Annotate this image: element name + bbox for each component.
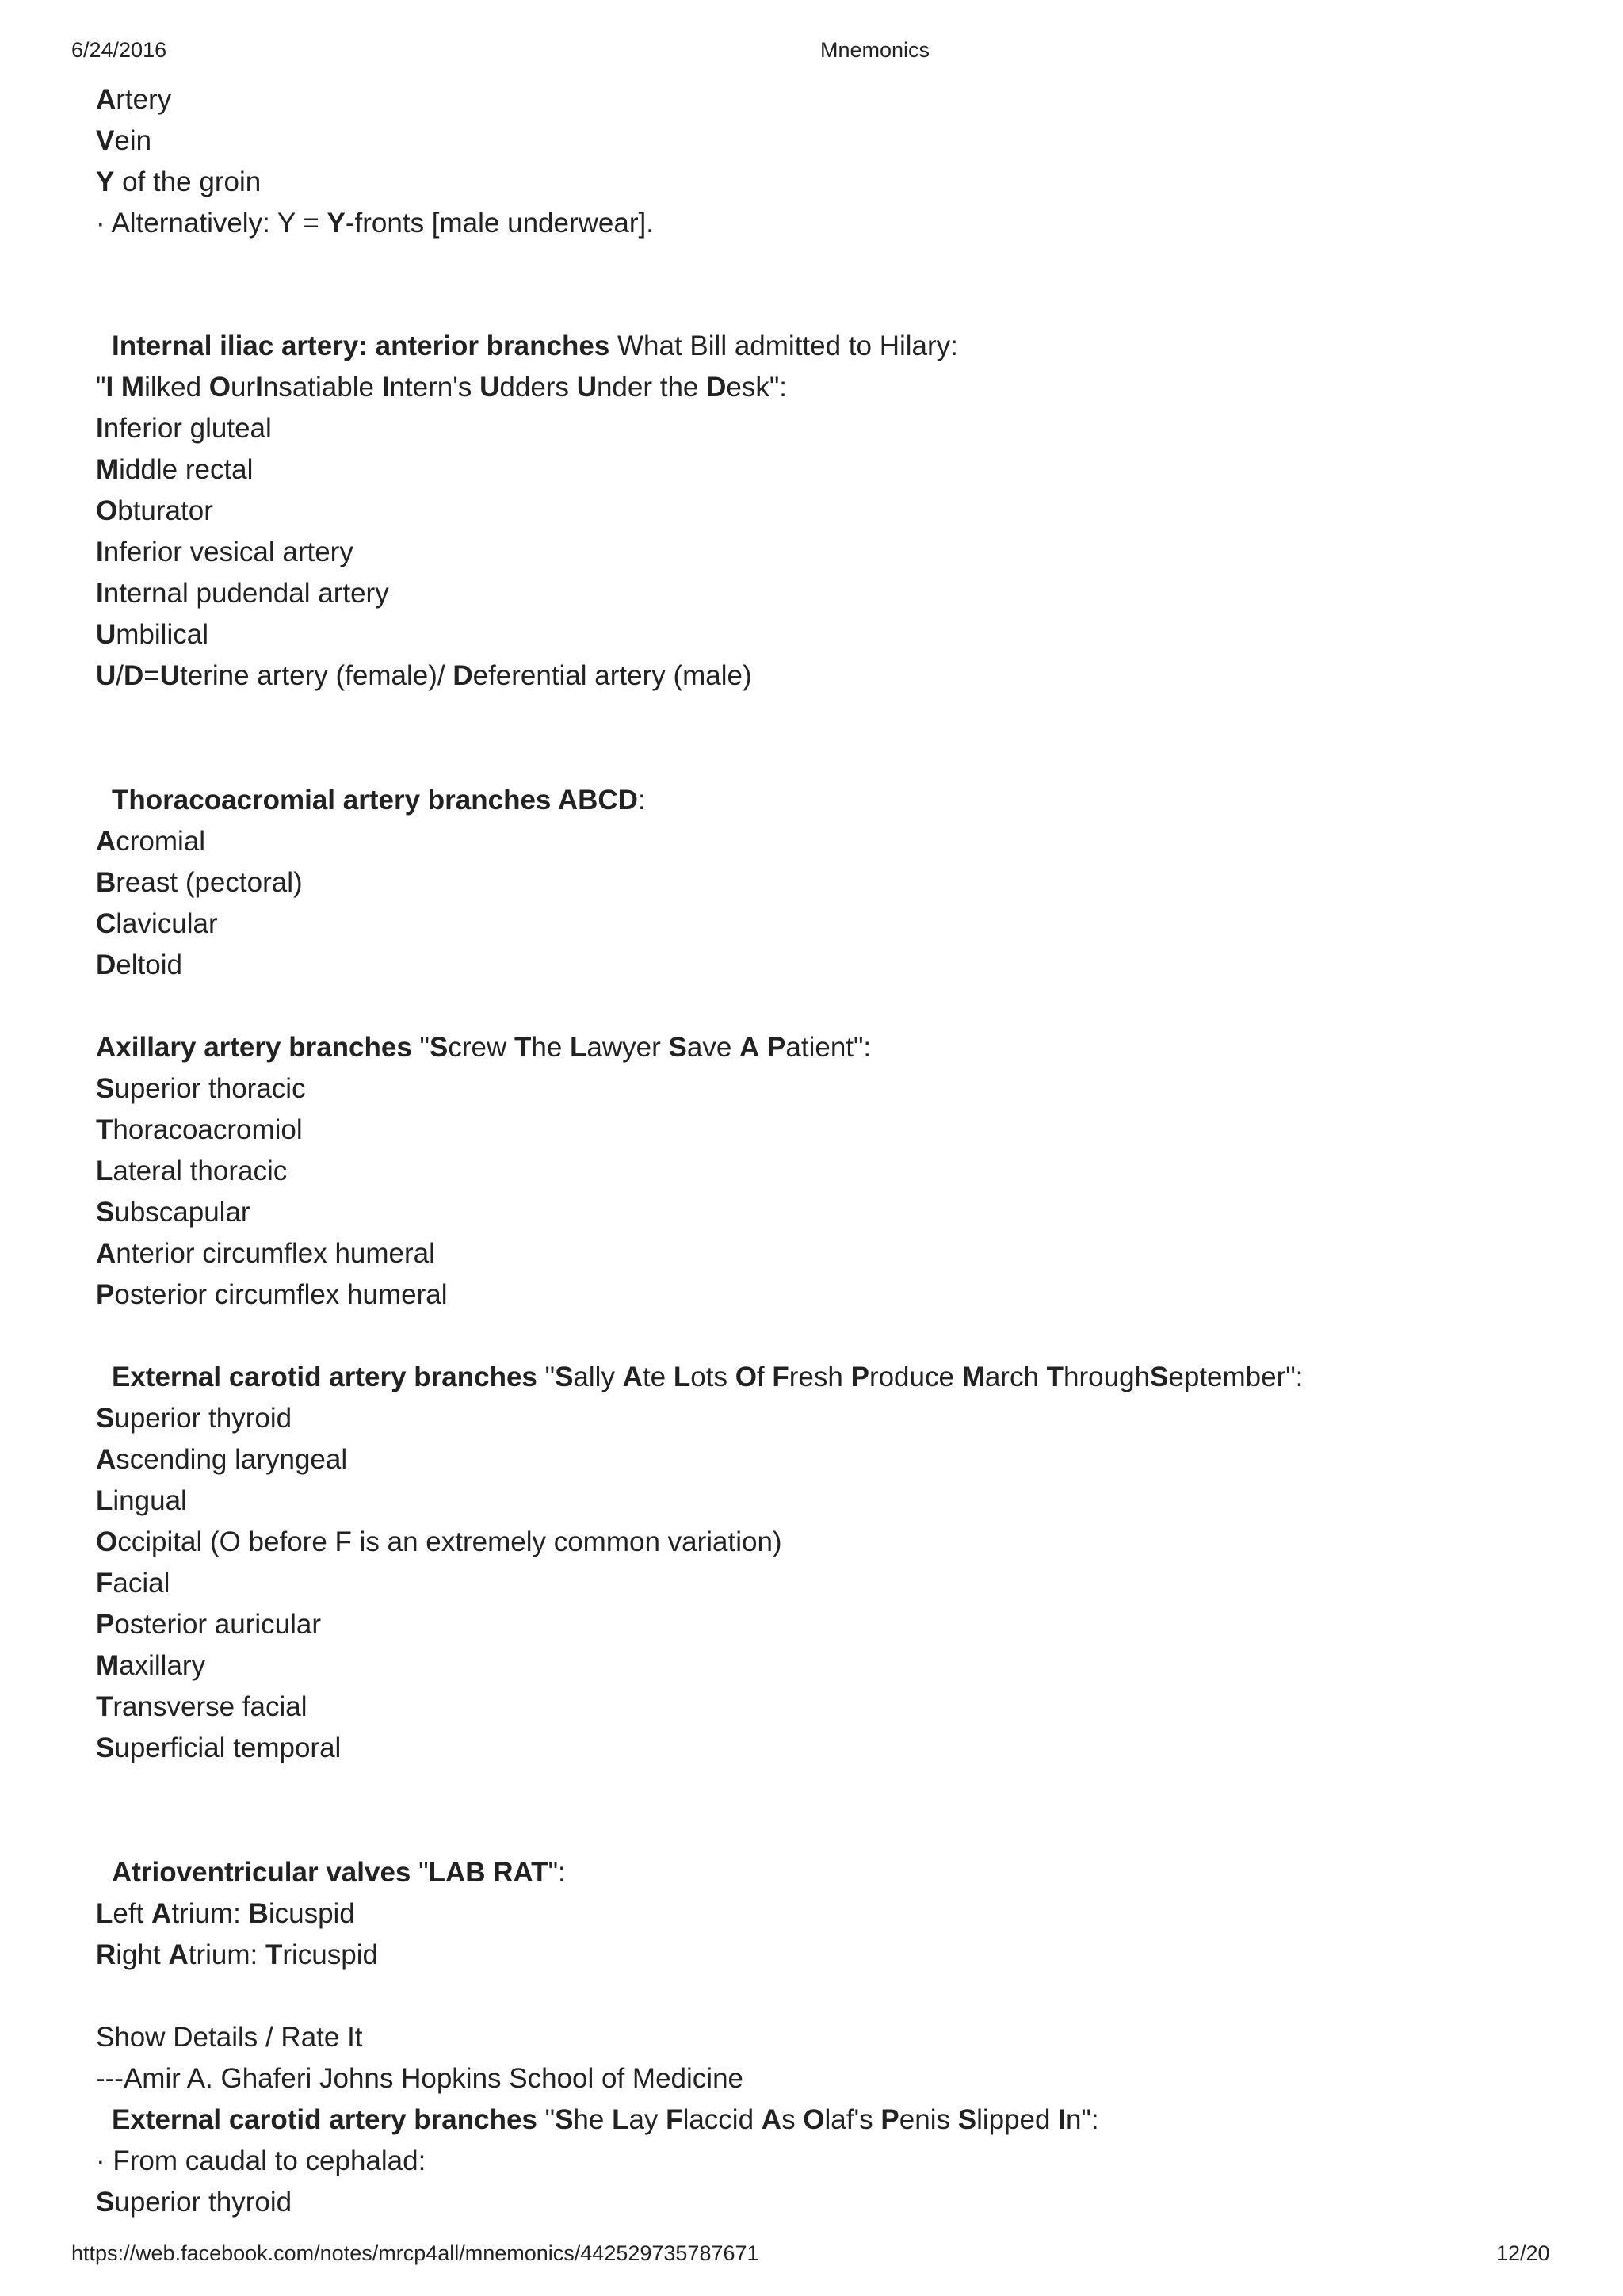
text-segment: ntern's [389,372,480,403]
bold-text: D [706,372,727,403]
bold-text: M [961,1362,985,1392]
line-lingual [96,1480,1554,1522]
bold-text: P [880,2104,899,2135]
line-facial [96,1563,1554,1604]
bold-text: T [96,1114,113,1145]
bold-text: A [151,1898,172,1929]
text-segment: scending laryngeal [116,1444,348,1475]
text-segment: iddle rectal [119,454,254,485]
bold-text: I [96,537,104,567]
text-segment: of the groin [114,166,262,197]
bold-text: P [767,1032,786,1063]
text-segment: ilked [144,372,209,403]
text-segment: ally [573,1362,623,1392]
bold-text: LAB RAT [428,1857,548,1888]
text-segment: he [531,1032,571,1063]
bold-text: External carotid artery branches [112,1362,537,1392]
text-segment: " [537,1362,556,1392]
bold-text: U [576,372,597,403]
text-segment: n": [1065,2104,1099,2135]
text-segment: ein [114,125,152,156]
text-segment: nder the [596,372,707,403]
bold-text: A [96,826,116,857]
bold-text: T [96,1691,113,1722]
bold-text: A [761,2104,782,2135]
bold-text: T [1046,1362,1064,1392]
bold-text: I [1058,2104,1066,2135]
line-uterine-deferential [96,655,1554,697]
bold-text: U [479,372,500,403]
line-posterior-circumflex [96,1274,1554,1316]
bold-text: L [96,1485,113,1516]
text-segment: ur [231,372,256,403]
bold-text: Thoracoacromial artery branches ABCD [112,785,638,816]
line-axillary-heading [96,1027,1554,1068]
text-segment: rtery [116,84,172,115]
bold-text: S [96,1733,115,1763]
text-segment: ave [686,1032,740,1063]
line-iliac-mnemonic [96,367,1554,408]
bold-text: I [255,372,263,403]
text-segment: eltoid [116,949,182,980]
line-superior-thyroid-1 [96,1398,1554,1439]
bold-text: Y [327,208,346,239]
bold-text: A [168,1939,189,1970]
line-posterior-auricular [96,1604,1554,1645]
line-anterior-circumflex [96,1233,1554,1274]
bold-text: L [96,1156,113,1186]
text-segment: arch [984,1362,1047,1392]
text-segment: ccipital (O before F is an extremely common variation) [117,1526,782,1557]
line-umbilical [96,614,1554,655]
bold-text: External carotid artery branches [112,2104,537,2135]
line-ext-carotid-heading-2 [96,2099,1554,2141]
bold-text: A [96,1238,116,1269]
text-segment: ingual [113,1485,187,1516]
text-segment: · Alternatively: Y = [96,208,327,239]
line-thoraco-heading [96,780,1554,821]
line-deltoid [96,945,1554,986]
bold-text: O [96,1526,118,1557]
line-breast [96,862,1554,904]
bold-text: O [208,372,231,403]
text-segment: hrough [1064,1362,1151,1392]
bold-text: O [803,2104,825,2135]
bold-text: I [96,578,104,609]
bold-text: M [96,454,120,485]
text-segment: terine artery (female)/ [180,660,453,691]
bold-text: P [850,1362,869,1392]
bold-text: F [96,1568,113,1599]
text-segment: horacoacromiol [113,1114,303,1145]
text-segment: resh [789,1362,851,1392]
bold-text: L [673,1362,691,1392]
text-segment: enis [899,2104,958,2135]
text-segment: uperficial temporal [114,1733,342,1763]
text-segment: nterior circumflex humeral [116,1238,435,1269]
bold-text: R [96,1939,116,1970]
text-segment: ubscapular [114,1197,250,1228]
print-date: 6/24/2016 [71,38,167,62]
bold-text: T [514,1032,532,1063]
text-segment: " [537,2104,556,2135]
text-segment: bturator [117,495,213,526]
text-segment: eferential artery (male) [472,660,752,691]
text-segment: uperior thoracic [114,1073,306,1104]
text-segment: reast (pectoral) [116,867,303,898]
text-segment: ots [690,1362,735,1392]
text-segment: eft [113,1898,152,1929]
text-segment: ---Amir A. Ghaferi Johns Hopkins School of Medicine [96,2063,743,2094]
source-url: https://web.facebook.com/notes/mrcp4all/mnemonics/442529735787671 [71,2241,759,2265]
text-segment: trium: [171,1898,249,1929]
text-segment: · From caudal to cephalad: [96,2145,426,2176]
line-show-details [96,2017,1554,2058]
line-acromial [96,821,1554,862]
text-segment: What Bill admitted to Hilary: [609,330,958,361]
bold-text: O [735,1362,757,1392]
line-vein [96,120,1554,162]
bold-text: C [96,908,116,939]
text-segment: axillary [119,1650,206,1681]
bold-text: M [96,1650,120,1681]
line-superficial-temporal [96,1728,1554,1769]
text-segment: " [96,372,106,403]
bold-text: Axillary artery branches [96,1032,412,1063]
bold-text: S [429,1032,449,1063]
text-segment: eptember": [1168,1362,1304,1392]
text-segment: dders [499,372,577,403]
bold-text: I [96,413,104,444]
bold-text: S [96,2187,115,2218]
text-segment: osterior auricular [114,1609,322,1640]
line-occipital [96,1522,1554,1563]
text-segment: atient": [785,1032,872,1063]
document-body [96,79,1554,2223]
line-iliac-heading [96,326,1554,367]
text-segment: trium: [188,1939,265,1970]
bold-text: P [96,1609,115,1640]
bold-text: S [1150,1362,1169,1392]
bold-text: S [96,1197,115,1228]
line-artery [96,79,1554,120]
text-segment: esk": [726,372,788,403]
line-av-valves-heading [96,1852,1554,1893]
bold-text: Internal iliac artery: anterior branches [112,330,610,361]
bold-text: S [96,1403,115,1434]
line-subscapular [96,1192,1554,1233]
text-segment: ateral thoracic [113,1156,288,1186]
text-segment: nferior vesical artery [103,537,353,567]
bold-text: S [555,2104,574,2135]
bold-text: U [159,660,181,691]
text-segment: ": [548,1857,566,1888]
text-segment: = [143,660,160,691]
bold-text: S [957,2104,977,2135]
text-segment: laccid [682,2104,762,2135]
line-ext-carotid-heading-1 [96,1357,1554,1398]
line-maxillary [96,1645,1554,1687]
bold-text: I [105,372,114,403]
line-thoracoacromiol [96,1110,1554,1151]
bold-text: Y [96,166,115,197]
text-segment: -fronts [male underwear]. [345,208,654,239]
text-segment: acial [113,1568,170,1599]
line-clavicular [96,904,1554,945]
line-right-atrium [96,1935,1554,1976]
bold-text: V [96,125,115,156]
text-segment: ight [116,1939,169,1970]
text-segment: icuspid [268,1898,355,1929]
line-obturator [96,491,1554,532]
line-inferior-gluteal [96,408,1554,449]
page-number: 12/20 [1496,2241,1550,2265]
text-segment: crew [448,1032,514,1063]
bold-text: U [96,660,116,691]
text-segment: cromial [116,826,206,857]
text-segment: lavicular [116,908,218,939]
bold-text: T [265,1939,283,1970]
text-segment: ricuspid [282,1939,378,1970]
bold-text: L [96,1898,113,1929]
line-transverse-facial [96,1687,1554,1728]
text-segment: f [756,1362,773,1392]
line-middle-rectal [96,449,1554,491]
text-segment: mbilical [116,619,208,650]
text-segment: uperior thyroid [114,2187,292,2218]
line-y-groin [96,162,1554,203]
bold-text: A [96,1444,116,1475]
bold-text: L [612,2104,629,2135]
line-superior-thoracic [96,1068,1554,1110]
bold-text: A [96,84,116,115]
document-title: Mnemonics [820,38,930,62]
text-segment: ay [628,2104,666,2135]
text-segment: laf's [824,2104,881,2135]
text-segment: awyer [586,1032,669,1063]
line-lateral-thoracic [96,1151,1554,1192]
text-segment: : [637,785,646,816]
bold-text: S [668,1032,687,1063]
text-segment: Show Details / Rate It [96,2022,363,2053]
text-segment: ransverse facial [113,1691,307,1722]
bold-text: D [96,949,116,980]
text-segment: " [411,1032,430,1063]
text-segment: s [781,2104,804,2135]
line-left-atrium [96,1893,1554,1935]
line-ascending-laryngeal [96,1439,1554,1480]
bold-text: D [124,660,144,691]
bold-text: S [555,1362,574,1392]
bold-text: A [622,1362,643,1392]
text-segment: roduce [869,1362,962,1392]
bold-text: A [739,1032,760,1063]
bold-text: U [96,619,116,650]
bold-text: I [381,372,390,403]
bold-text: M [120,372,145,403]
text-segment: he [573,2104,613,2135]
text-segment [113,372,121,403]
text-segment [759,1032,767,1063]
text-segment: nferior gluteal [103,413,272,444]
bold-text: F [772,1362,789,1392]
bold-text: B [96,867,116,898]
text-segment: lipped [976,2104,1059,2135]
bold-text: B [248,1898,269,1929]
line-caudal-cephalad [96,2141,1554,2182]
bold-text: Atrioventricular valves [112,1857,411,1888]
bold-text: L [570,1032,587,1063]
text-segment: " [411,1857,429,1888]
line-inferior-vesical [96,532,1554,573]
bold-text: S [96,1073,115,1104]
text-segment: uperior thyroid [114,1403,292,1434]
text-segment: nternal pudendal artery [103,578,389,609]
text-segment: nsatiable [262,372,382,403]
line-author [96,2058,1554,2099]
bold-text: F [666,2104,683,2135]
line-superior-thyroid-2 [96,2182,1554,2223]
text-segment: / [116,660,124,691]
bold-text: O [96,495,118,526]
text-segment: osterior circumflex humeral [114,1279,448,1310]
bold-text: P [96,1279,115,1310]
text-segment: te [642,1362,674,1392]
bold-text: D [453,660,473,691]
line-internal-pudendal [96,573,1554,614]
line-alternatively [96,203,1554,244]
